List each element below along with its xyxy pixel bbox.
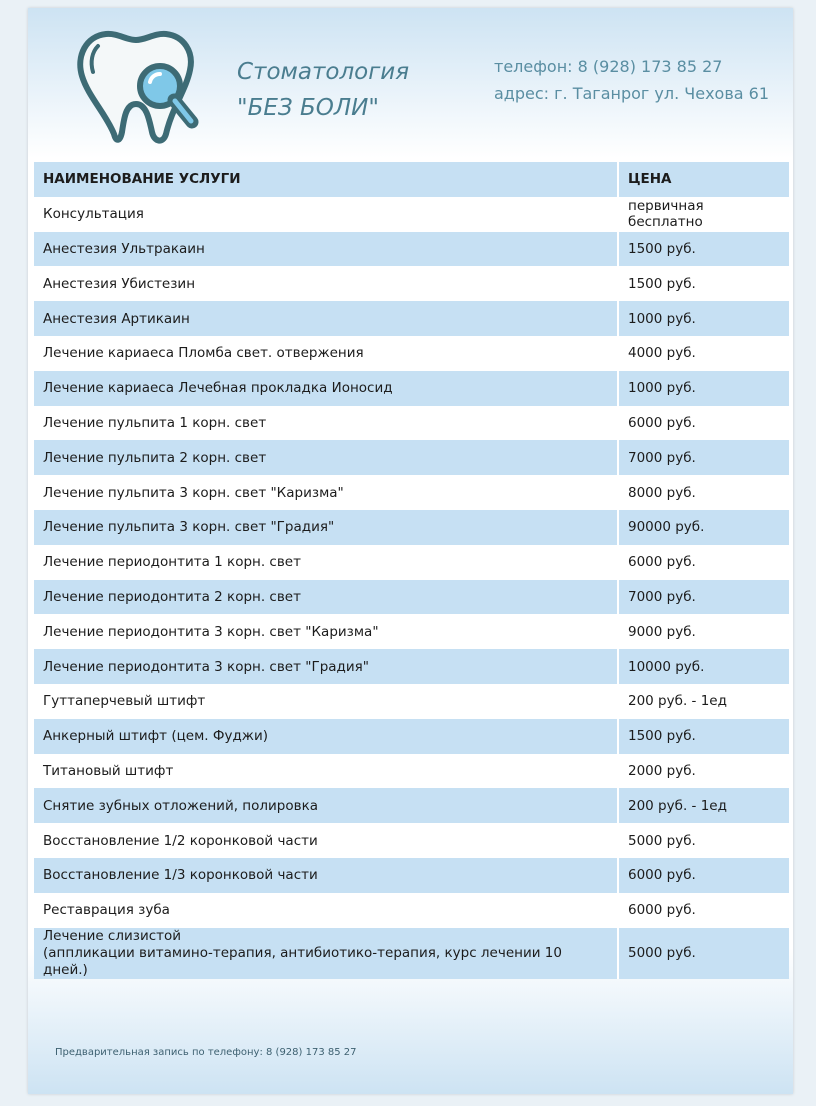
table-row [34, 440, 789, 475]
price-cell: 7000 руб. [618, 440, 789, 475]
price-cell: 6000 руб. [618, 893, 789, 928]
price-cell: 6000 руб. [618, 406, 789, 441]
service-name: Восстановление 1/2 коронковой части [43, 832, 318, 849]
service-name: Анестезия Убистезин [43, 275, 196, 292]
table-row [34, 858, 789, 893]
table-row [34, 684, 789, 719]
service-name: Анкерный штифт (цем. Фуджи) [43, 728, 269, 745]
service-cell [34, 754, 618, 789]
price-cell: 1000 руб. [618, 371, 789, 406]
tooth-magnifier-icon [74, 30, 202, 148]
service-cell [34, 510, 618, 545]
price-cell: 6000 руб. [618, 858, 789, 893]
price-cell: 7000 руб. [618, 580, 789, 615]
table-row [34, 928, 789, 979]
price-cell: 8000 руб. [618, 475, 789, 510]
price-cell: 5000 руб. [618, 823, 789, 858]
service-name: Лечение пульпита 3 корн. свет "Каризма" [43, 484, 344, 501]
service-cell [34, 440, 618, 475]
price-cell: 90000 руб. [618, 510, 789, 545]
price-cell: 200 руб. - 1ед [618, 788, 789, 823]
service-name: Гуттаперчевый штифт [43, 693, 206, 710]
table-row [34, 406, 789, 441]
service-name: Лечение кариаеса Лечебная прокладка Ионосид [43, 380, 393, 397]
service-name: Реставрация зуба [43, 902, 170, 919]
service-cell [34, 614, 618, 649]
service-cell [34, 823, 618, 858]
service-name: Лечение пульпита 2 корн. свет [43, 449, 267, 466]
price-cell: 1000 руб. [618, 301, 789, 336]
table-row [34, 580, 789, 615]
price-cell: 1500 руб. [618, 266, 789, 301]
table-row [34, 197, 789, 232]
service-name: Снятие зубных отложений, полировка [43, 797, 319, 814]
clinic-name [237, 54, 409, 126]
table-row [34, 545, 789, 580]
service-name: Лечение периодонтита 3 корн. свет "Градия" [43, 658, 369, 675]
table-row [34, 614, 789, 649]
service-cell [34, 336, 618, 371]
footer-note: Предварительная запись по телефону: 8 (928) 173 85 27 [55, 1047, 357, 1058]
service-cell [34, 475, 618, 510]
table-row [34, 371, 789, 406]
service-cell [34, 893, 618, 928]
price-cell: 1500 руб. [618, 232, 789, 267]
service-cell [34, 580, 618, 615]
table-row [34, 754, 789, 789]
service-name: Лечение слизистой [43, 927, 182, 944]
service-details: (аппликации витамино-терапия, антибиотико-терапия, курс лечении 10 дней.) [43, 944, 562, 978]
service-cell [34, 406, 618, 441]
service-name: Лечение периодонтита 3 корн. свет "Каризма" [43, 623, 379, 640]
service-cell [34, 266, 618, 301]
table-row [34, 336, 789, 371]
service-name: Лечение пульпита 3 корн. свет "Градия" [43, 519, 335, 536]
price-cell: 2000 руб. [618, 754, 789, 789]
service-name: Лечение периодонтита 2 корн. свет [43, 588, 301, 605]
table-row [34, 893, 789, 928]
service-cell [34, 649, 618, 684]
service-cell [34, 232, 618, 267]
price-table [34, 162, 789, 979]
service-name: Консультация [43, 206, 144, 223]
table-row [34, 266, 789, 301]
table-header-row [34, 162, 789, 197]
price-cell: 6000 руб. [618, 545, 789, 580]
clinic-name-line2: "БЕЗ БОЛИ" [237, 95, 379, 121]
service-cell [34, 301, 618, 336]
service-cell [34, 719, 618, 754]
service-cell [34, 545, 618, 580]
service-cell [34, 197, 618, 232]
table-row [34, 301, 789, 336]
service-cell [34, 684, 618, 719]
table-row [34, 232, 789, 267]
price-cell: 5000 руб. [618, 928, 789, 979]
service-cell [34, 928, 618, 979]
table-row [34, 475, 789, 510]
service-name: Лечение кариаеса Пломба свет. отвержения [43, 345, 364, 362]
price-list-page [28, 8, 793, 1094]
price-cell: первичная бесплатно [618, 197, 789, 232]
address-text: адрес: г. Таганрог ул. Чехова 61 [494, 84, 770, 103]
service-cell [34, 788, 618, 823]
table-row [34, 649, 789, 684]
service-name: Восстановление 1/3 коронковой части [43, 867, 318, 884]
price-cell: 200 руб. - 1ед [618, 684, 789, 719]
clinic-name-line1: Стоматология [237, 59, 410, 85]
table-row [34, 788, 789, 823]
service-name: Лечение периодонтита 1 корн. свет [43, 554, 301, 571]
price-cell: 4000 руб. [618, 336, 789, 371]
table-row [34, 510, 789, 545]
price-rows [34, 197, 789, 979]
table-row [34, 719, 789, 754]
service-cell [34, 858, 618, 893]
service-name: Анестезия Ультракаин [43, 240, 205, 257]
service-name: Титановый штифт [43, 762, 174, 779]
contacts [494, 53, 769, 107]
price-cell: 1500 руб. [618, 719, 789, 754]
phone-text: телефон: 8 (928) 173 85 27 [494, 57, 723, 76]
service-cell [34, 371, 618, 406]
column-header-price: ЦЕНА [618, 162, 789, 197]
table-row [34, 823, 789, 858]
price-cell: 9000 руб. [618, 614, 789, 649]
service-name: Анестезия Артикаин [43, 310, 190, 327]
service-name: Лечение пульпита 1 корн. свет [43, 414, 267, 431]
column-header-service: НАИМЕНОВАНИЕ УСЛУГИ [34, 162, 618, 197]
price-cell: 10000 руб. [618, 649, 789, 684]
